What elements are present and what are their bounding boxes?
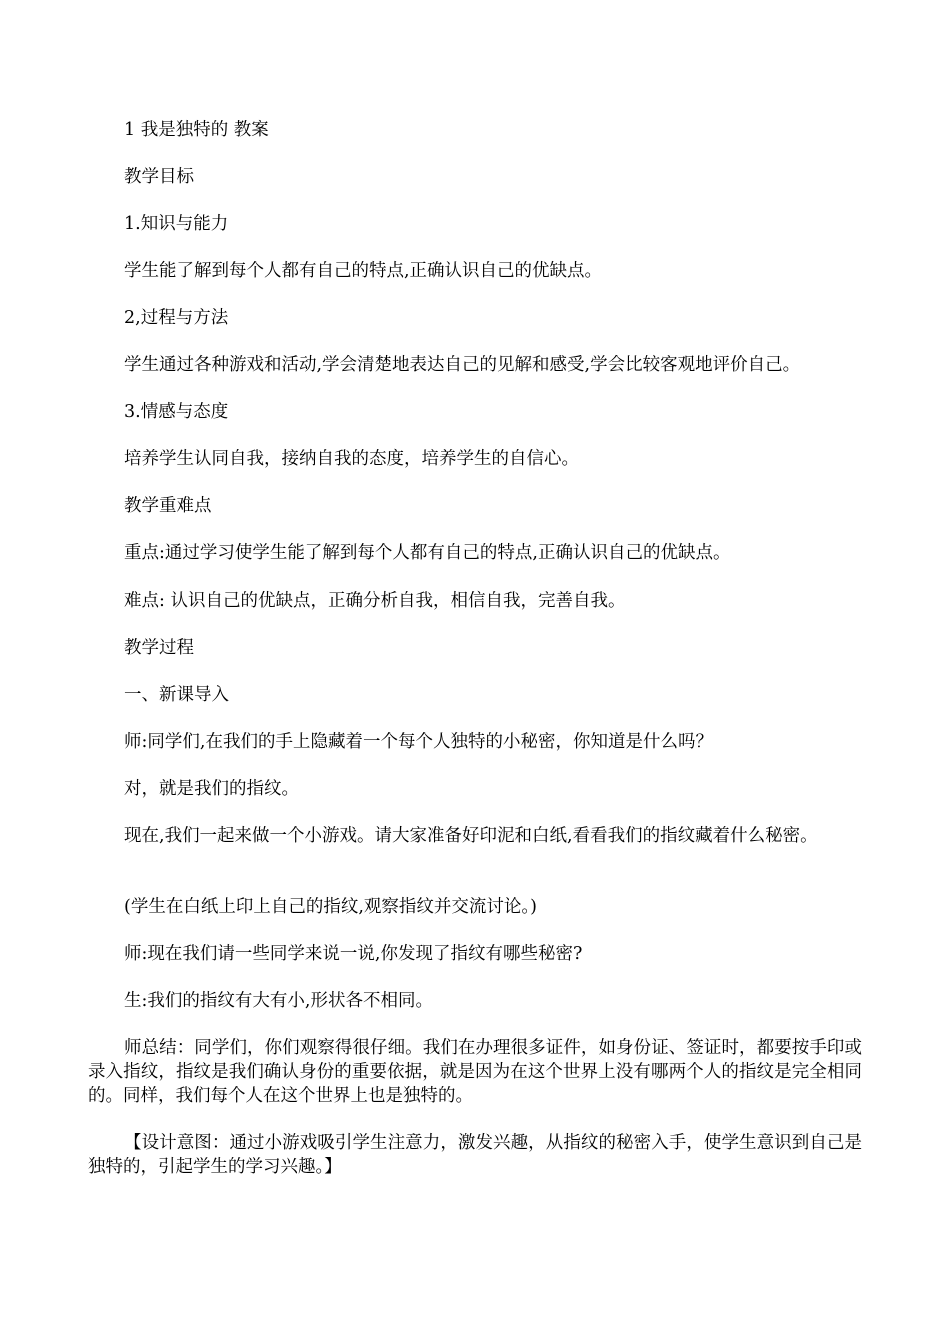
paragraph: 学生能了解到每个人都有自己的特点,正确认识自己的优缺点。 bbox=[124, 261, 603, 281]
paragraph: 重点:通过学习使学生能了解到每个人都有自己的特点,正确认识自己的优缺点。 bbox=[124, 543, 731, 563]
document-title: 1 我是独特的 教案 bbox=[124, 120, 269, 140]
paragraph: (学生在白纸上印上自己的指纹,观察指纹并交流讨论。) bbox=[124, 897, 537, 917]
paragraph: 培养学生认同自我，接纳自我的态度，培养学生的自信心。 bbox=[124, 449, 579, 469]
heading-teaching-process: 教学过程 bbox=[124, 638, 194, 658]
subheading-intro: 一、新课导入 bbox=[124, 685, 229, 705]
paragraph: 师总结：同学们，你们观察得很仔细。我们在办理很多证件，如身份证、签证时，都要按手印或录入指纹，指纹是我们确认身份的重要依据，就是因为在这个世界上没有哪两个人的指纹是完全相同的。同样，我们每个人在这个世界上也是独特的。 bbox=[88, 1038, 862, 1106]
paragraph: 师:现在我们请一些同学来说一说,你发现了指纹有哪些秘密? bbox=[124, 944, 583, 964]
subheading-attitude: 3.情感与态度 bbox=[124, 402, 229, 422]
subheading-process: 2,过程与方法 bbox=[124, 308, 229, 328]
paragraph: 【设计意图：通过小游戏吸引学生注意力，激发兴趣，从指纹的秘密入手，使学生意识到自己是独特的，引起学生的学习兴趣。】 bbox=[88, 1133, 862, 1177]
heading-key-points: 教学重难点 bbox=[124, 496, 212, 516]
paragraph: 难点: 认识自己的优缺点，正确分析自我，相信自我，完善自我。 bbox=[124, 591, 626, 611]
paragraph: 现在,我们一起来做一个小游戏。请大家准备好印泥和白纸,看看我们的指纹藏着什么秘密。 bbox=[124, 826, 818, 846]
paragraph: 学生通过各种游戏和活动,学会清楚地表达自己的见解和感受,学会比较客观地评价自己。 bbox=[124, 355, 801, 375]
paragraph: 生:我们的指纹有大有小,形状各不相同。 bbox=[124, 991, 433, 1011]
heading-teaching-goals: 教学目标 bbox=[124, 167, 194, 187]
paragraph: 师:同学们,在我们的手上隐藏着一个每个人独特的小秘密，你知道是什么吗？ bbox=[124, 732, 713, 752]
subheading-knowledge: 1.知识与能力 bbox=[124, 214, 229, 234]
paragraph: 对，就是我们的指纹。 bbox=[124, 779, 299, 799]
